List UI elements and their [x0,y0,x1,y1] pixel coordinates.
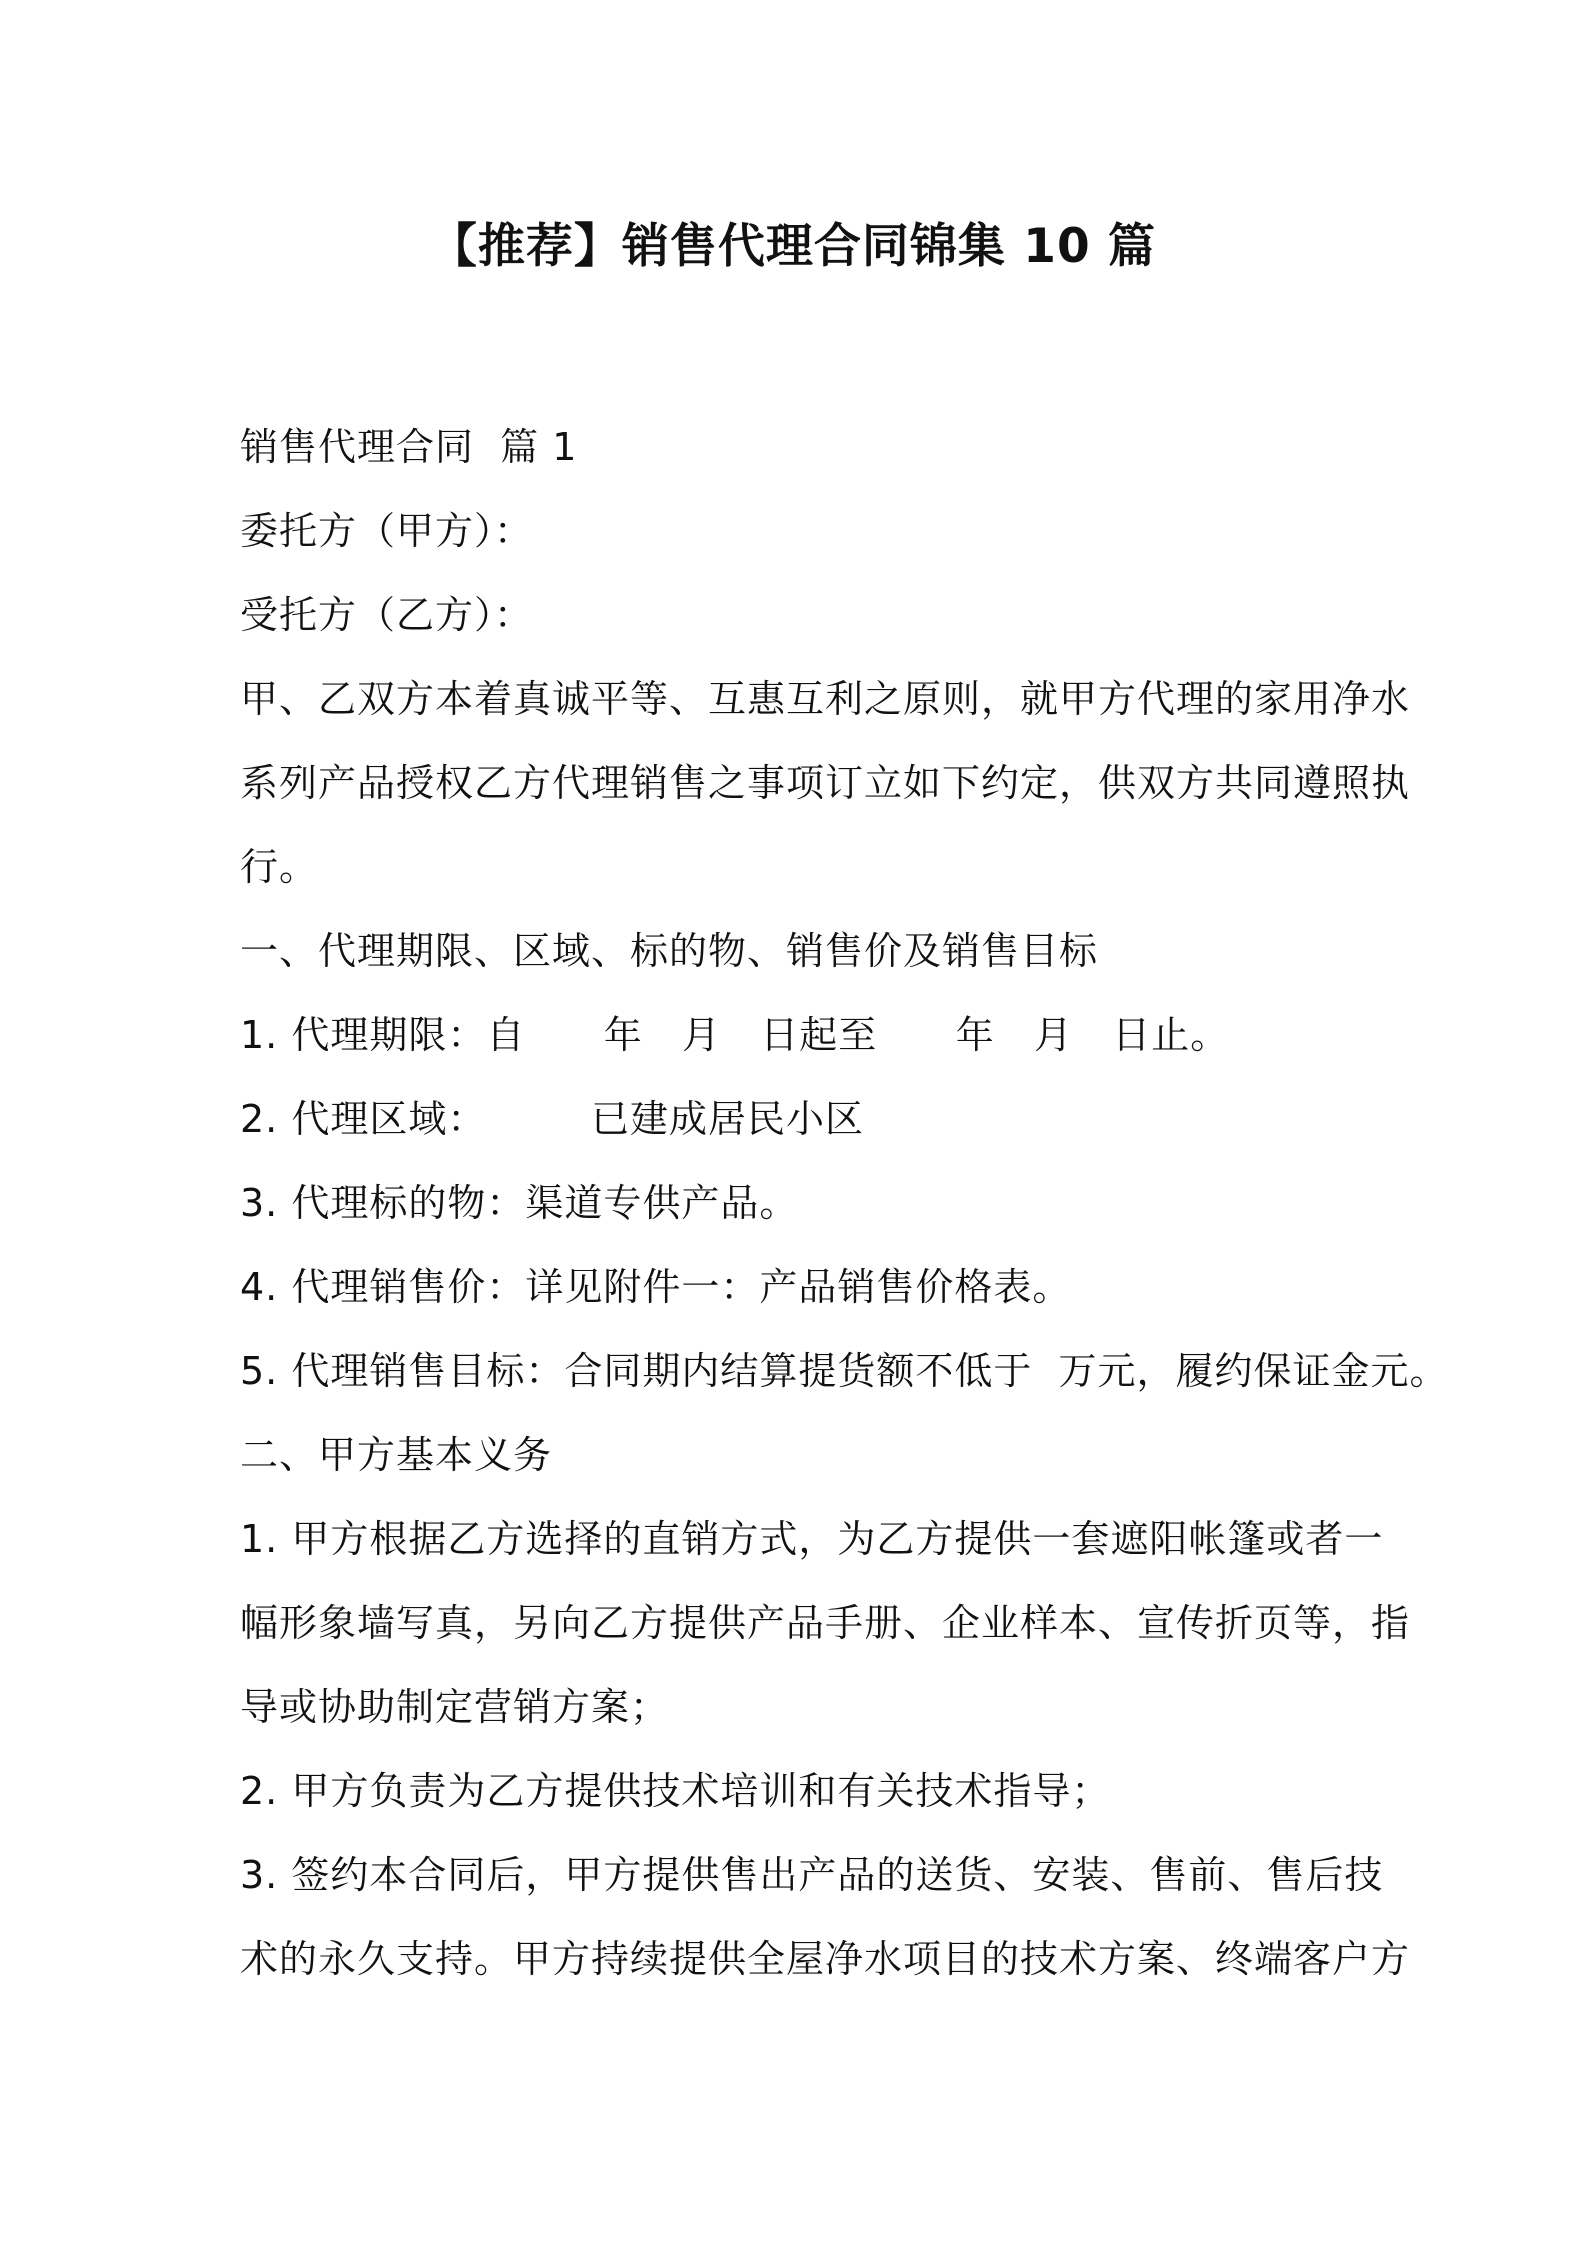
paragraph-line: 术的永久支持。甲方持续提供全屋净水项目的技术方案、终端客户方 [240,1937,1411,1981]
clause-heading-1: 一、代理期限、区域、标的物、销售价及销售目标 [240,929,1099,973]
clause-item: 1. 甲方根据乙方选择的直销方式，为乙方提供一套遮阳帐篷或者一 [240,1517,1384,1561]
section-heading-part-1: 销售代理合同 篇 1 [240,425,578,469]
paragraph-line: 行。 [240,845,319,889]
party-a-line: 委托方（甲方）： [240,509,534,553]
paragraph-line: 幅形象墙写真，另向乙方提供产品手册、企业样本、宣传折页等，指 [240,1601,1411,1645]
clause-item: 3. 代理标的物：渠道专供产品。 [240,1181,799,1225]
paragraph-line: 甲、乙双方本着真诚平等、互惠互利之原则，就甲方代理的家用净水 [240,677,1411,721]
clause-item: 3. 签约本合同后，甲方提供售出产品的送货、安装、售前、售后技 [240,1853,1384,1897]
clause-heading-2: 二、甲方基本义务 [240,1433,553,1477]
paragraph-line: 导或协助制定营销方案； [240,1685,670,1729]
clause-item: 5. 代理销售目标：合同期内结算提货额不低于 万元，履约保证金元。 [240,1349,1449,1393]
clause-item: 2. 甲方负责为乙方提供技术培训和有关技术指导； [240,1769,1111,1813]
paragraph-line: 系列产品授权乙方代理销售之事项订立如下约定，供双方共同遵照执 [240,761,1411,805]
document-body [240,405,1449,2001]
clause-item: 1. 代理期限：自 年 月 日起至 年 月 日止。 [240,1013,1230,1057]
clause-item: 4. 代理销售价：详见附件一：产品销售价格表。 [240,1265,1072,1309]
party-b-line: 受托方（乙方）： [240,593,534,637]
clause-item: 2. 代理区域： 已建成居民小区 [240,1097,864,1141]
document-title: 【推荐】销售代理合同锦集 10 篇 [429,219,1157,274]
